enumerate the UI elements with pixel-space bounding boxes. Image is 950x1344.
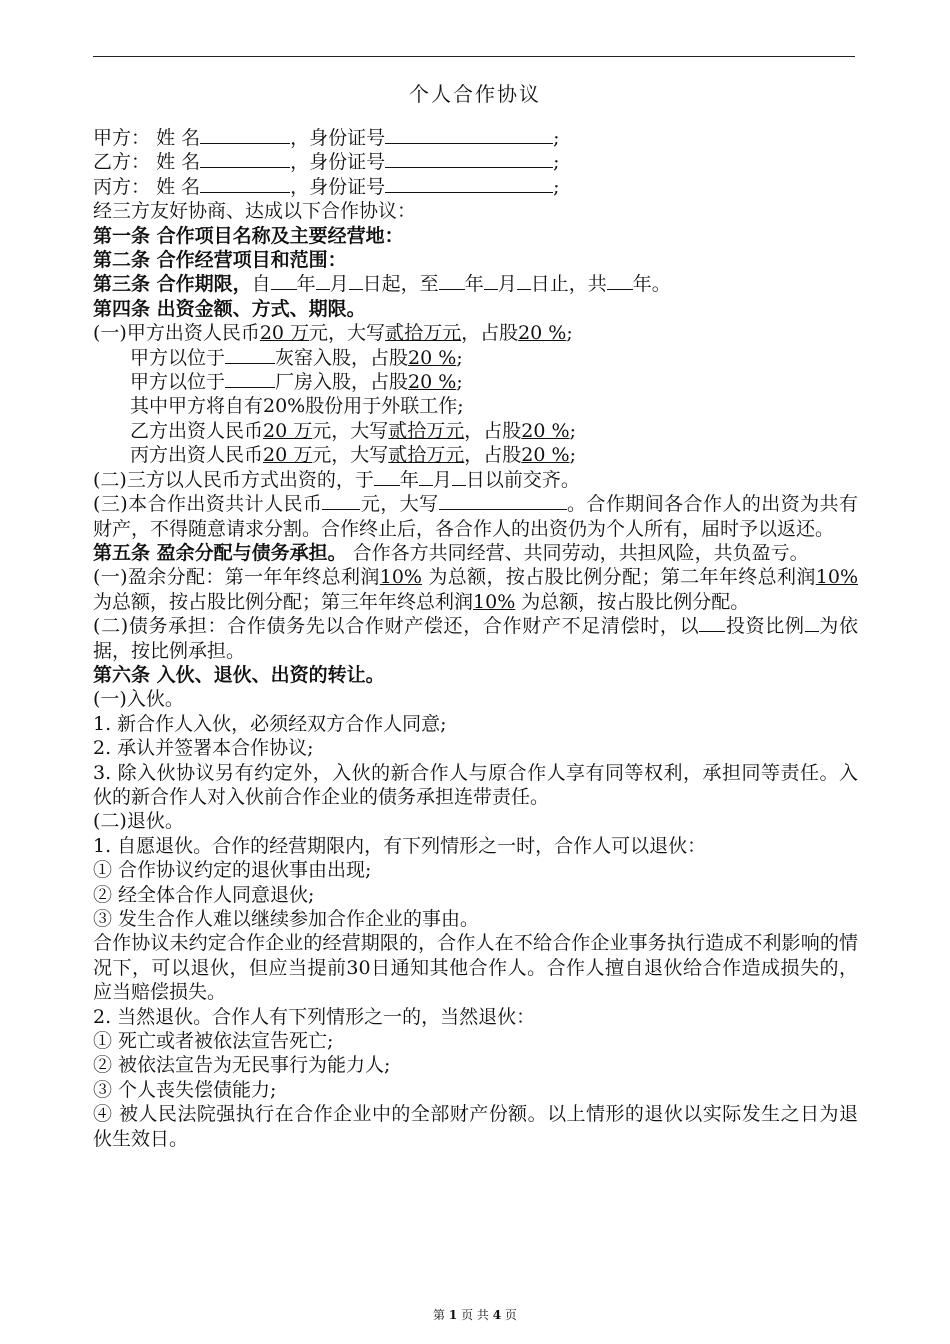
list-item: ③ 发生合作人难以继续参加合作企业的事由。 (93, 908, 480, 930)
debt-liability: (二)债务承担：合作债务先以合作财产偿还，合作财产不足清偿时，以 投资比例 为依据，按比例承担。 (93, 615, 858, 662)
years-blank[interactable] (607, 272, 633, 290)
year-blank[interactable] (374, 468, 400, 486)
list-item: ③ 个人丧失偿债能力; (93, 1078, 277, 1101)
party-line: 丙方： 姓 名 ，身份证号 ; (93, 175, 560, 198)
year-blank[interactable] (439, 272, 465, 290)
total-contribution: (三)本合作出资共计人民币 元，大写 。合作期间各合作人的出资为共有财产，不得随意请求分割。合作终止后，各合作人的出资仍为个人所有，届时予以返还。 (93, 493, 858, 540)
article-2-heading: 第二条 合作经营项目和范围： (93, 249, 347, 272)
payment-deadline: (二)三方以人民币方式出资的，于 年 月 日以前交齐。 (93, 468, 580, 491)
contribution-party-b: 乙方出资人民币20 万元，大写贰拾万元，占股20 %; (130, 419, 576, 442)
list-item: ① 合作协议约定的退伙事由出现; (93, 859, 372, 882)
list-item: ① 死亡或者被依法宣告死亡; (93, 1030, 334, 1053)
list-item: ④ 被人民法院强执行在合作企业中的全部财产份额。以上情形的退伙以实际发生之日为退伙生效日。 (93, 1103, 858, 1150)
contribution-party-c: 丙方出资人民币20 万元，大写贰拾万元，占股20 %; (130, 444, 576, 467)
party-line: 乙方： 姓 名 ，身份证号 ; (93, 151, 560, 174)
article-5: 第五条 盈余分配与债务承担。 合作各方共同经营、共同劳动，共担风险，共负盈亏。 (93, 541, 809, 564)
article-3: 第三条 合作期限，自 年 月 日起，至 年 月 日止，共 年。 (93, 273, 671, 296)
contribution-party-a-plant: 甲方以位于 厂房入股，占股20 %; (130, 371, 463, 394)
header-rule (93, 56, 855, 57)
page-total: 4 (492, 1308, 502, 1322)
location-blank[interactable] (225, 370, 275, 388)
amount-words-blank[interactable] (439, 492, 567, 510)
page-footer: 第 1 页 共 4 页 (433, 1308, 517, 1322)
contribution-party-a: (一)甲方出资人民币20 万元，大写贰拾万元，占股20 %; (93, 322, 573, 345)
exit-heading: (二)退伙。 (93, 810, 184, 833)
contribution-note: 其中甲方将自有20%股份用于外联工作; (130, 395, 464, 418)
name-blank[interactable] (200, 126, 290, 144)
automatic-exit: 2. 当然退伙。合作人有下列情形之一的，当然退伙： (93, 1005, 536, 1028)
list-item: ② 被依法宣告为无民事行为能力人; (93, 1054, 391, 1077)
month-blank[interactable] (484, 272, 498, 290)
list-item: 1. 新合作人入伙，必须经双方合作人同意; (93, 712, 447, 735)
party-line: 甲方： 姓 名 ，身份证号 ; (93, 127, 560, 149)
day-blank[interactable] (349, 272, 363, 290)
document-body (93, 126, 858, 1151)
id-number-blank[interactable] (385, 150, 553, 168)
basis-blank[interactable] (805, 614, 819, 632)
join-heading: (一)入伙。 (93, 688, 184, 711)
article-4-heading: 第四条 出资金额、方式、期限。 (93, 297, 366, 320)
voluntary-exit: 1. 自愿退伙。合作的经营期限内，有下列情形之一时，合作人可以退伙： (93, 834, 707, 857)
month-blank[interactable] (316, 272, 330, 290)
month-blank[interactable] (419, 468, 433, 486)
id-number-blank[interactable] (385, 126, 553, 144)
article-6-heading: 第六条 入伙、退伙、出资的转让。 (93, 663, 385, 686)
id-number-blank[interactable] (385, 175, 553, 193)
location-blank[interactable] (225, 346, 275, 364)
intro-text: 经三方友好协商、达成以下合作协议： (93, 200, 417, 223)
page-number: 1 (448, 1308, 458, 1322)
year-blank[interactable] (271, 272, 297, 290)
list-item: 2. 承认并签署本合作协议; (93, 737, 314, 760)
document-title: 个人合作协议 (409, 82, 541, 106)
name-blank[interactable] (200, 150, 290, 168)
voluntary-exit-note: 合作协议未约定合作企业的经营期限的，合作人在不给合作企业事务执行造成不利影响的情况下，可以退伙，但应当提前30日通知其他合作人。合作人擅自退伙给合作造成损失的，应当赔偿损失。 (93, 932, 858, 1004)
amount-blank[interactable] (322, 492, 360, 510)
article-1-heading: 第一条 合作项目名称及主要经营地： (93, 224, 404, 247)
contribution-party-a-kiln: 甲方以位于 灰窑入股，占股20 %; (130, 346, 463, 369)
basis-blank[interactable] (699, 614, 725, 632)
name-blank[interactable] (200, 175, 290, 193)
list-item: ② 经全体合作人同意退伙; (93, 883, 315, 906)
list-item: 3. 除入伙协议另有约定外，入伙的新合作人与原合作人享有同等权利，承担同等责任。入伙的新合作人对入伙前合作企业的债务承担连带责任。 (93, 761, 858, 808)
profit-distribution: (一)盈余分配：第一年年终总利润10% 为总额，按占股比例分配；第二年年终总利润10% 为总额，按占股比例分配；第三年年终总利润10% 为总额，按占股比例分配。 (93, 566, 858, 613)
day-blank[interactable] (452, 468, 466, 486)
day-blank[interactable] (517, 272, 531, 290)
